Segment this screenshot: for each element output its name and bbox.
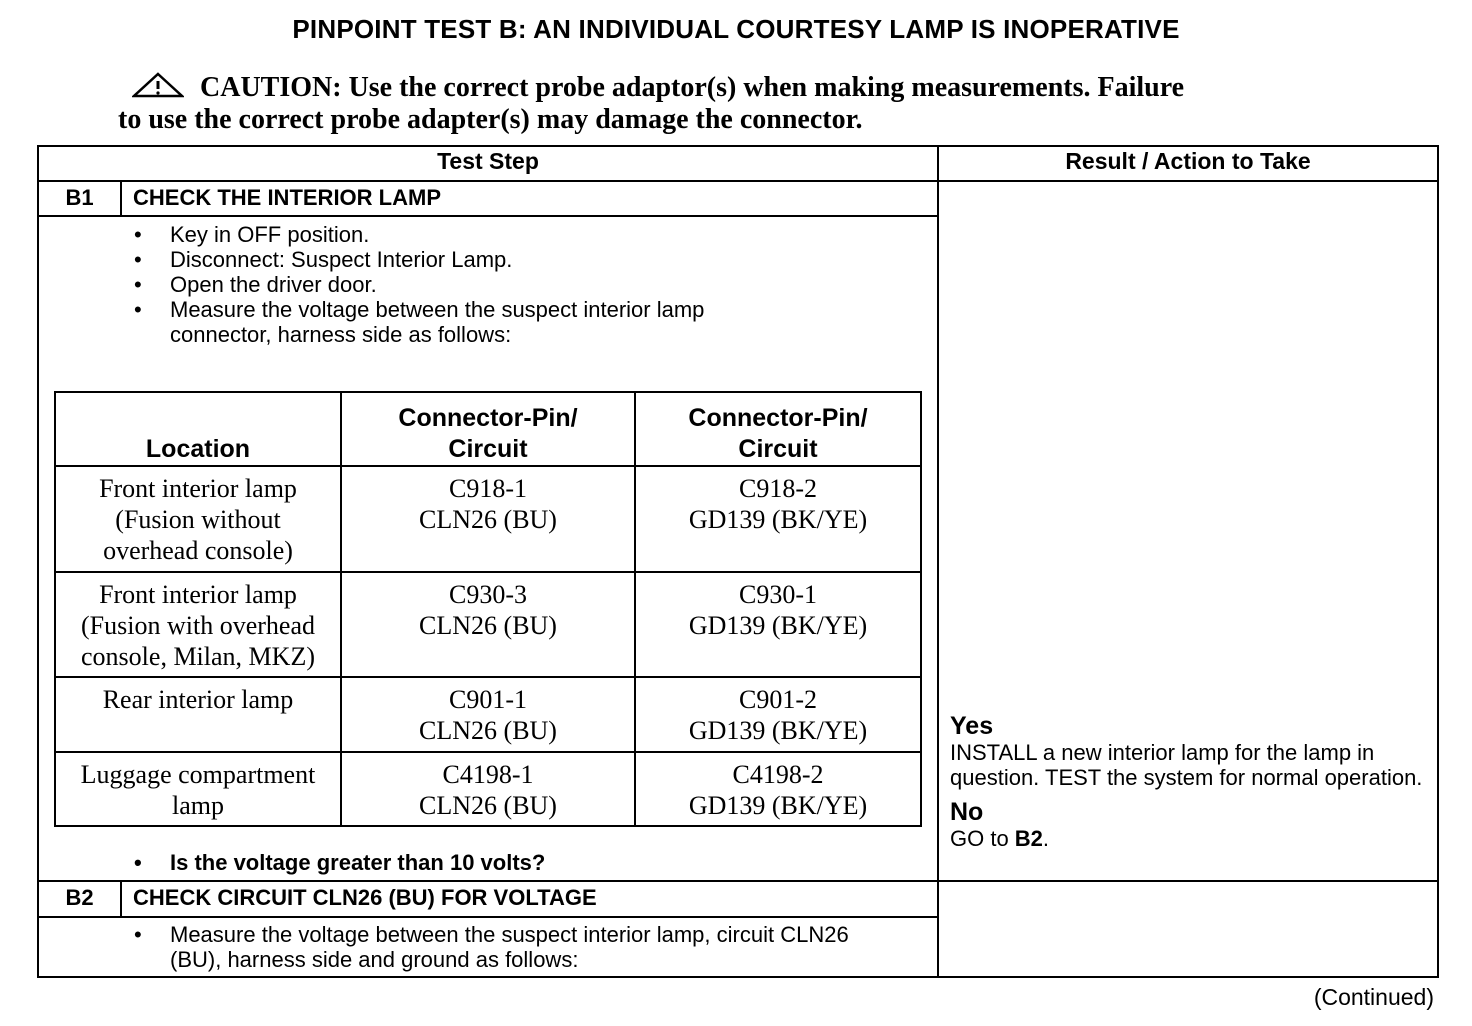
cell-location: Rear interior lamp [55, 677, 341, 752]
list-item: • Disconnect: Suspect Interior Lamp. [134, 247, 834, 272]
step-title-b1: CHECK THE INTERIOR LAMP [133, 185, 441, 210]
list-item: • Measure the voltage between the suspect interior lamp, circuit CLN26 (BU), harness side and ground as follows: [134, 922, 890, 972]
b1-question [134, 850, 834, 875]
table-header-row [55, 392, 921, 466]
b1-result [950, 712, 1430, 851]
cell-pin-a: C918-1 CLN26 (BU) [341, 466, 635, 572]
table-row [55, 572, 921, 677]
cell-location: Luggage compartment lamp [55, 752, 341, 826]
b2-instructions [134, 922, 894, 972]
result-no-prefix: GO to [950, 826, 1015, 851]
step-id-b2: B2 [65, 885, 94, 910]
cell-pin-a: C930-3 CLN26 (BU) [341, 572, 635, 677]
result-no-text [950, 826, 1430, 851]
continued-label: (Continued) [1313, 984, 1434, 1010]
table-row [55, 466, 921, 572]
column-header-connector-pin-1: Connector-Pin/ Circuit [341, 392, 635, 466]
header-test-step: Test Step [437, 148, 539, 174]
result-no-suffix: . [1042, 826, 1050, 851]
connector-table [54, 391, 922, 827]
link-go-to-b2[interactable]: B2 [1014, 826, 1043, 851]
cell-location: Front interior lamp (Fusion without overhead console) [55, 466, 341, 572]
result-yes-text: INSTALL a new interior lamp for the lamp in question. TEST the system for normal operation. [950, 740, 1423, 790]
caution-label: CAUTION: [200, 72, 342, 103]
caution-note [118, 72, 1318, 136]
caution-line-1: Use the correct probe adaptor(s) when making measurements. Failure [348, 72, 1185, 103]
cell-location: Front interior lamp (Fusion with overhead console, Milan, MKZ) [55, 572, 341, 677]
cell-pin-b: C901-2 GD139 (BK/YE) [635, 677, 921, 752]
cell-pin-b: C918-2 GD139 (BK/YE) [635, 466, 921, 572]
column-header-connector-pin-2: Connector-Pin/ Circuit [635, 392, 921, 466]
step-title-b2: CHECK CIRCUIT CLN26 (BU) FOR VOLTAGE [133, 885, 597, 910]
column-header-location: Location [55, 392, 341, 466]
table-row [55, 677, 921, 752]
question-text: • Is the voltage greater than 10 volts? [134, 850, 834, 875]
page-title: PINPOINT TEST B: AN INDIVIDUAL COURTESY LAMP IS INOPERATIVE [292, 14, 1180, 44]
warning-triangle-icon [132, 72, 184, 98]
cell-pin-b: C930-1 GD139 (BK/YE) [635, 572, 921, 677]
cell-pin-b: C4198-2 GD139 (BK/YE) [635, 752, 921, 826]
list-item: • Key in OFF position. [134, 222, 834, 247]
list-item: • Measure the voltage between the suspect interior lamp connector, harness side as follows: [134, 297, 810, 347]
table-row [55, 752, 921, 826]
result-yes-label: Yes [950, 712, 994, 740]
header-result-action: Result / Action to Take [1065, 148, 1311, 174]
caution-line-2: to use the correct probe adapter(s) may damage the connector. [118, 104, 863, 135]
step-id-b1: B1 [65, 185, 94, 210]
result-no-label: No [950, 798, 984, 826]
cell-pin-a: C4198-1 CLN26 (BU) [341, 752, 635, 826]
cell-pin-a: C901-1 CLN26 (BU) [341, 677, 635, 752]
b1-instructions [134, 222, 834, 347]
list-item: • Open the driver door. [134, 272, 834, 297]
